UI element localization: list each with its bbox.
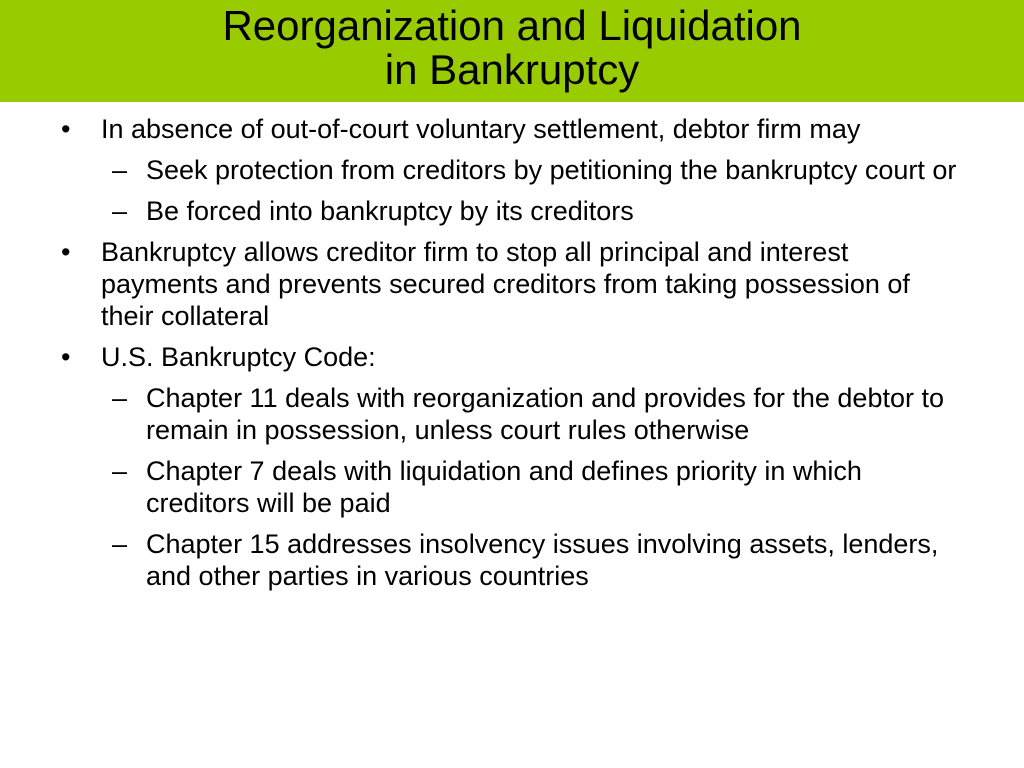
slide-title-line-1: Reorganization and Liquidation [222,2,802,49]
sub-bullet-text: Chapter 11 deals with reorganization and provides for the debtor to remain in possession, unless court rules otherwise [146,383,944,445]
sub-bullet-text: Chapter 15 addresses insolvency issues involving assets, lenders, and other parties in various countries [146,529,939,591]
bullet-marker: • [61,114,71,144]
bullet-text: U.S. Bankruptcy Code: [101,342,376,372]
bullet-text: Bankruptcy allows creditor firm to stop all principal and interest payments and prevents secured creditors from taking possession of their collateral [101,237,910,331]
bullet-item [0,341,936,373]
dash-marker: – [112,196,128,226]
bullet-item [0,113,936,145]
bullet-marker: • [61,342,71,372]
bullet-item [0,236,936,332]
sub-bullet-item [0,382,966,446]
slide-body [0,113,1024,601]
dash-marker: – [112,456,128,486]
slide-title [0,0,1024,92]
dash-marker: – [112,155,128,185]
slide-title-line-2: in Bankruptcy [384,46,640,93]
sub-bullet-item [0,195,966,227]
bullet-marker: • [61,237,71,267]
sub-bullet-text: Be forced into bankruptcy by its creditors [146,196,634,226]
dash-marker: – [112,529,128,559]
sub-bullet-text: Seek protection from creditors by petitioning the bankruptcy court or [146,155,957,185]
sub-bullet-item [0,528,966,592]
sub-bullet-item [0,455,966,519]
bullet-text: In absence of out-of-court voluntary settlement, debtor firm may [101,114,861,144]
dash-marker: – [112,383,128,413]
sub-bullet-item [0,154,966,186]
sub-bullet-text: Chapter 7 deals with liquidation and defines priority in which creditors will be paid [146,456,862,518]
